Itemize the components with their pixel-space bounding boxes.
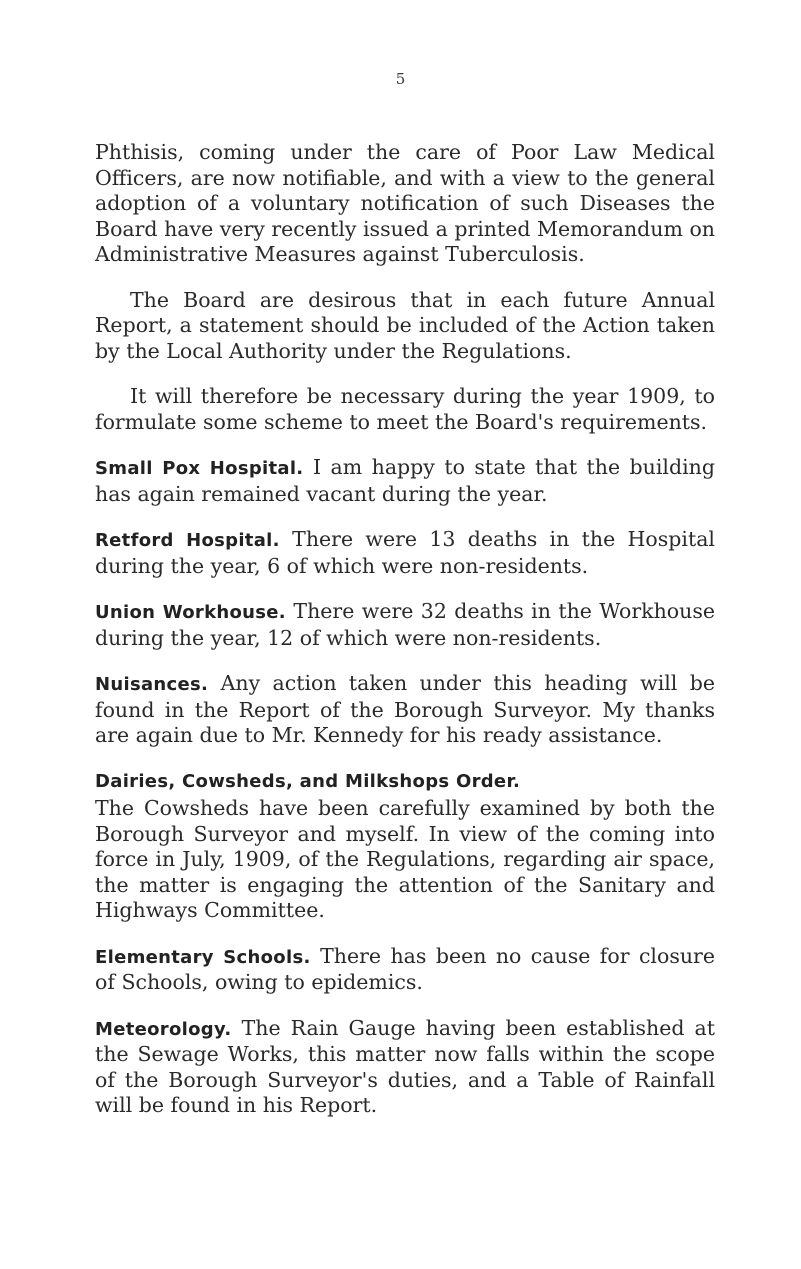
- retford-text: There were 13 deaths in the Hospital during the year, 6 of which were non-residents.: [95, 527, 715, 578]
- section-elementary-schools: [95, 944, 715, 996]
- document-body: [95, 140, 715, 1139]
- section-dairies: [95, 769, 715, 924]
- section-meteorology: [95, 1016, 715, 1119]
- retford-heading: Retford Hospital.: [95, 530, 293, 551]
- meteorology-text: The Rain Gauge having been established at the Sewage Works, this matter now falls within the scope of the Borough Surveyor's duties, and a Table of Rainfall will be found in his Report.: [95, 1015, 715, 1117]
- dairies-text: The Cowsheds have been carefully examined by both the Borough Surveyor and myself. In view of the coming into force in July, 1909, of the Regulations, regarding air space, the matter is engaging the attention of the Sanitary and Highways Committee.: [95, 796, 715, 922]
- section-small-pox-hospital: [95, 455, 715, 507]
- page-number: 5: [395, 70, 406, 88]
- paragraph-annual-report: The Board are desirous that in each future Annual Report, a statement should be included of the Action taken by the Local Authority under the Regulations.: [95, 287, 715, 363]
- nuisances-heading: Nuisances.: [95, 674, 221, 695]
- workhouse-heading: Union Workhouse.: [95, 602, 294, 623]
- nuisances-text: Any action taken under this heading will be found in the Report of the Borough Surveyor. My thanks are again due to Mr. Kennedy for his ready assistance.: [95, 671, 715, 747]
- schools-heading: Elementary Schools.: [95, 946, 321, 968]
- section-nuisances: [95, 671, 715, 749]
- meteorology-heading: Meteorology.: [95, 1018, 242, 1040]
- section-retford-hospital: [95, 527, 715, 579]
- workhouse-text: There were 32 deaths in the Workhouse during the year, 12 of which were non-residents.: [95, 599, 715, 650]
- schools-text: There has been no cause for closure of Schools, owing to epidemics.: [95, 943, 715, 994]
- small-pox-text: I am happy to state that the building has again remained vacant during the year.: [95, 455, 715, 506]
- small-pox-heading: Small Pox Hospital.: [95, 458, 313, 479]
- paragraph-phthisis: Phthisis, coming under the care of Poor Law Medical Officers, are now notifiable, and with a view to the general adoption of a voluntary notification of such Diseases the Board have very recently issued a printed Memorandum on Administrative Measures against Tuberculosis.: [95, 140, 715, 266]
- section-union-workhouse: [95, 599, 715, 651]
- dairies-heading: Dairies, Cowsheds, and Milkshops Order.: [95, 770, 521, 792]
- paragraph-scheme: It will therefore be necessary during the year 1909, to formulate some scheme to meet the Board's requirements.: [95, 384, 715, 434]
